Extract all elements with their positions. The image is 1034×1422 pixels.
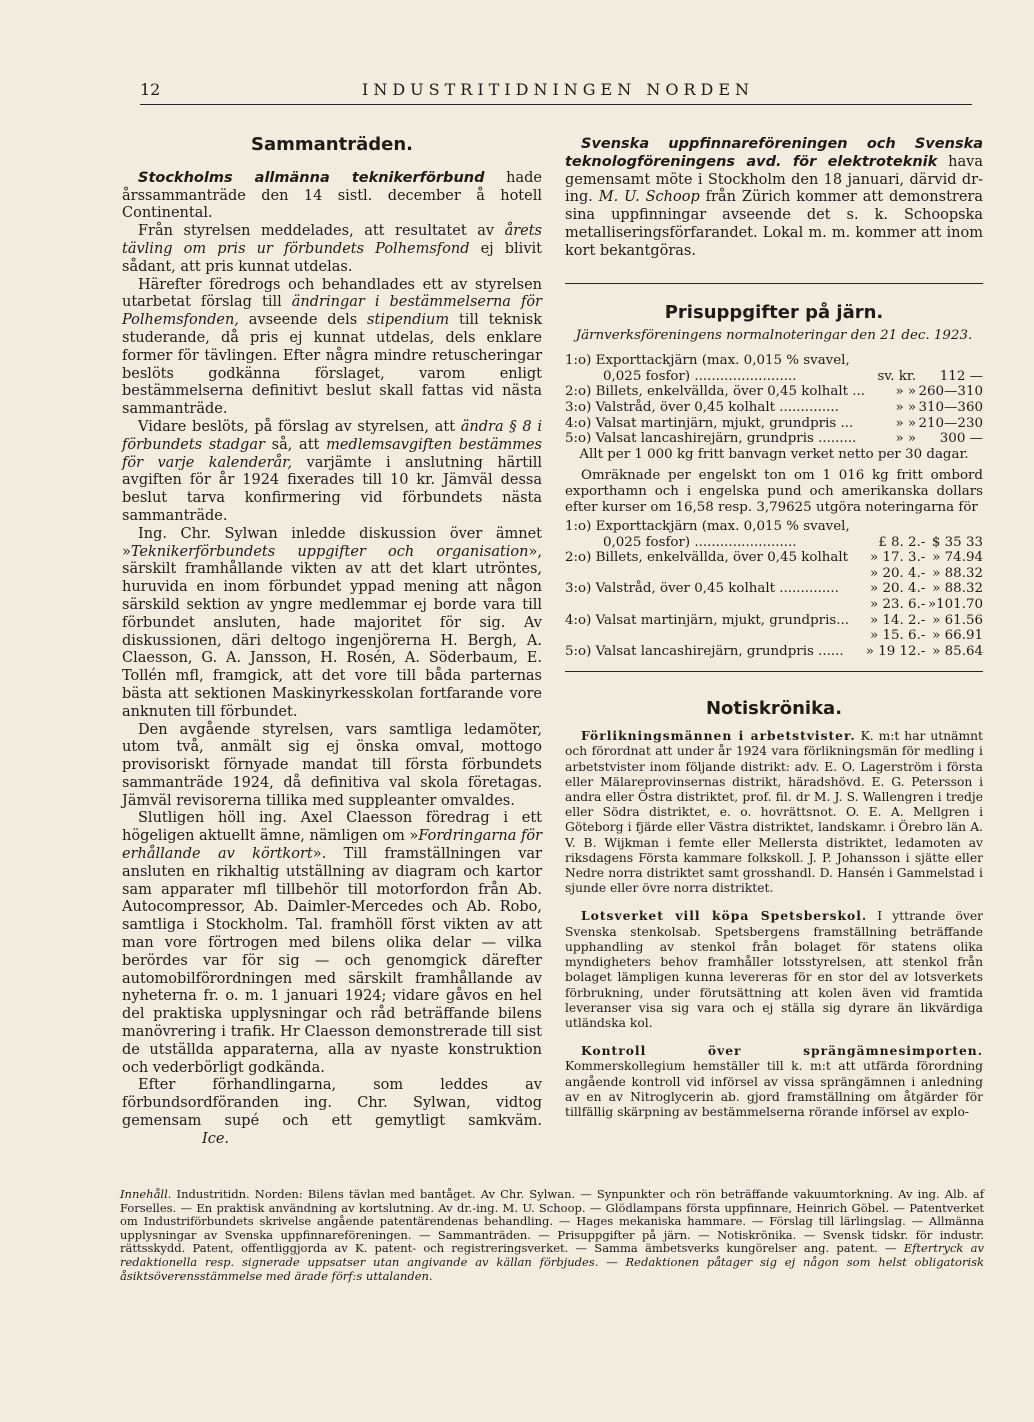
meetings-paragraph: Efter förhandlingarna, som leddes av förbundsordföranden ing. Chr. Sylwan, vidtog gemensam supé och ett gemytligt samkväm. Ice. <box>122 1077 542 1147</box>
left-column <box>122 136 542 1149</box>
price-table-sek <box>565 353 983 447</box>
meetings-paragraph: Den avgående styrelsen, vars samtliga ledamöter, utom två, anmält sig ej önska omval, mottogo provisoriskt förnyade mandat till första förbundets sammanträde 1924, då definitiva val skola företagas. Jämväl revisorerna tillika med suppleanter omvaldes. <box>122 721 542 809</box>
prices-heading: Prisuppgifter på järn. <box>664 301 884 323</box>
prices-conversion-note: Omräknade per engelskt ton om 1 016 kg fritt ombord exporthamn och i engelska pund och amerikanska dollars efter kurser om 16,58 resp. 3,79625 utgöra noteringarna för <box>565 468 983 515</box>
table-row: 4:o) Valsat martinjärn, mjukt, grundpris... » 14. 2.- » 61.56 <box>565 612 983 628</box>
table-row: 5:o) Valsat lancashirejärn, grundpris ......... » » 300 — <box>565 431 983 447</box>
svenska-notice: Svenska uppfinnareföreningen och Svenska teknologföreningens avd. för elektroteknik hava gemensamt möte i Stockholm den 18 januari, därvid dr-ing. M. U. Schoop från Zürich kommer att demonstrera sina uppfinningar avseende det s. k. Schoopska metalliseringsförfarandet. Lokal m. m. kommer att inom kort bekantgöras. <box>565 136 983 259</box>
publication-title: INDUSTRITIDNINGEN NORDEN <box>362 80 754 99</box>
meetings-paragraph: Vidare beslöts, på förslag av styrelsen, att ändra § 8 i förbundets stadgar så, att medlemsavgiften bestämmes för varje kalenderår, varjämte i anslutning härtill avgiften för år 1924 fixerades till 10 kr. Jämväl dessa beslut tarva konfirmering vid förbundets nästa sammanträde. <box>122 418 542 524</box>
table-row: 3:o) Valstråd, över 0,45 kolhalt .............. » 20. 4.- » 88.32 <box>565 581 983 597</box>
table-row: 5:o) Valsat lancashirejärn, grundpris ...... » 19 12.- » 85.64 <box>565 643 983 659</box>
page-header <box>140 80 972 105</box>
page-number: 12 <box>140 80 161 99</box>
meetings-paragraph: Stockholms allmänna teknikerförbund hade årssammanträde den 14 sistl. december å hotell Continental. <box>122 169 542 222</box>
meetings-paragraph: Slutligen höll ing. Axel Claesson föredrag i ett högeligen aktuellt ämne, nämligen om »Fordringarna för erhållande av körtkort». Till framställningen var ansluten en rikhaltig utställning av diagram och kartor sam apparater mfl tillbehör till motorfordon från Ab. Autocompressor, Ab. Daimler-Mercedes och Ab. Robo, samtliga i Stockholm. Tal. framhöll först vikten av att man vore förtrogen med bilens olika delar — vilka berördes var för sig — och genomgick därefter automobilförordningen med särskilt framhållande av nyheterna fr. o. m. 1 januari 1924; vidare gåvos en hel del praktiska upplysningar och råd beträffande bilens manövrering i trafik. Hr Claesson demonstrerade till sist de utställda apparaterna, alla av nyaste konstruktion och vederbörligt godkända. <box>122 810 543 1076</box>
notis-heading: Notiskrönika. <box>705 698 843 720</box>
table-row: 3:o) Valstråd, över 0,45 kolhalt .............. » » 310—360 <box>565 399 983 415</box>
table-row: 2:o) Billets, enkelvällda, över 0,45 kolhalt ... » » 260—310 <box>565 384 983 400</box>
notis-item: Lotsverket vill köpa Spetsberskol. I yttrande över Svenska stenkolsab. Spetsbergens framställning beträffande upphandling av stenkol från bolaget för statens olika myndigheters behov framhåller lotsstyrelsen, att stenkol från bolaget lämpligen kunna levereras för en stor del av lotsverkets förbrukning, under förutsättning att kolen även vid framtida leveranser visa sig vara och ej ställa sig dyrare än likvärdiga utländska kol. <box>565 908 983 1030</box>
meetings-paragraph: Härefter föredrogs och behandlades ett av styrelsen utarbetat förslag till ändringar i bestämmelserna för Polhemsfonden, avseende dels stipendium till teknisk studerande, då pris ej kunnat utdelas, dels enklare former för tävlingen. Efter några mindre retuscheringar beslöts godkänna förslaget, varom enligt bestämmelserna definitivt beslut skall fattas vid nästa sammanträde. <box>122 276 542 418</box>
notis-item: Kontroll över sprängämnesimporten. Kommerskollegium hemställer till k. m:t att utfärda förordning angående kontroll vid införsel av vissa sprängämnen i anledning av en av Nitroglycerin ab. gjord framställning om åtgärder för tillfällig skärpning av bestämmelserna rörande införsel av explo- <box>565 1043 983 1119</box>
divider <box>565 283 983 284</box>
table-row: 1:o) Exporttackjärn (max. 0,015 % svavel, <box>565 519 850 535</box>
right-column <box>565 136 983 1120</box>
prices-note: Allt per 1 000 kg fritt banvagn verket netto per 30 dagar. <box>579 446 969 462</box>
table-row: » 20. 4.- » 88.32 <box>870 565 983 581</box>
prices-subheading: Järnverksföreningens normalnoteringar den 21 dec. 1923. <box>575 328 973 344</box>
meetings-paragraph: Från styrelsen meddelades, att resultatet av årets tävling om pris ur förbundets Polhemsfond ej blivit sådant, att pris kunnat utdelas. <box>122 223 542 275</box>
signature: Ice. <box>202 1130 230 1147</box>
table-row: 4:o) Valsat martinjärn, mjukt, grundpris ... » » 210—230 <box>565 415 983 431</box>
table-row: 0,025 fosfor) ........................ £ 8. 2.- $ 35 33 <box>603 534 983 550</box>
table-row: » 23. 6.- »101.70 <box>870 597 983 613</box>
table-row: 0,025 fosfor) ........................ sv. kr. 112 — <box>603 368 983 384</box>
copyright-note: Eftertryck av redaktionella resp. signerade uppsatser utan angivande av källan förbjudes. — Redaktionen påtager sig ej någon som helst obligatorisk åsiktsöverensstämmelse med ärade förf:s uttalanden. <box>120 1241 984 1283</box>
table-row: » 15. 6.- » 66.91 <box>870 628 983 644</box>
table-row: 2:o) Billets, enkelvällda, över 0,45 kolhalt » 17. 3.- » 74.94 <box>565 550 983 566</box>
table-row: 1:o) Exporttackjärn (max. 0,015 % svavel, <box>565 353 850 369</box>
divider <box>565 671 983 672</box>
notis-item: Förlikningsmännen i arbetstvister. K. m:t har utnämnt och förordnat att under år 1924 vara förlikningsmän för medling i arbetstvister inom följande distrikt: adv. E. O. Lagerström i första eller Mälareprovinsernas distrikt, häradshövd. E. G. Petersson i andra eller Östra distriktet, prof. fil. dr M. J. S. Wallengren i tredje eller Södra distriktet, e. o. hovrättsnot. O. E. A. Mellgren i Göteborg i fjärde eller Västra distriktet, landskamr. i Örebro län A. V. B. Wijkman i femte eller Mellersta distriktet, ledamoten av riksdagens Första kammare folkskoll. J. P. Johansson i sjätte eller Nedre norra distriktet samt grosshandl. D. Hansén i Gammelstad i sjunde eller övre norra distriktet. <box>565 728 983 896</box>
meetings-heading: Sammanträden. <box>251 134 413 155</box>
contents-text: Industritidn. Norden: Bilens tävlan med bantåget. Av Chr. Sylwan. — Synpunkter och rön beträffande vakuumtorkning. Av ing. Alb. af Forselles. — En praktisk användning av kortslutning. Av dr.-ing. M. U. Schoop. — Glödlampans första uppfinnare, Heinrich Göbel. — Patentverket om Industriförbundets skrivelse angående patentärendenas behandling. — Hages mekaniska hammare. — Förslag till lärlingslag. — Allmänna upplysningar av Svenska uppfinnareföreningen. — Sammanträden. — Prisuppgifter på järn. — Notiskrönika. — Svensk tidskr. för industr. rättsskydd. Patent, offentliggjorda av K. patent- och registreringsverket. — Samma ämbetsverks kungörelser ang. patent. — <box>120 1187 984 1256</box>
contents-label: Innehåll. <box>120 1187 172 1201</box>
price-table-gbp <box>565 519 983 659</box>
meetings-paragraph: Ing. Chr. Sylwan inledde diskussion över ämnet »Teknikerförbundets uppgifter och organisation», särskilt framhållande vikten av att det klart utröntes, huruvida en inom förbundet yppad mening att någon särskild sektion av yngre medlemmar ej borde vara till förbundet ansluten, hade majoritet för sig. Av diskussionen, däri deltogo ingenjörerna H. Bergh, A. Claesson, G. A. Jansson, H. Rosén, A. Söderbaum, E. Tollén mfl, framgick, att det vore till båda parternas bästa att sektionen Maskinyrkesskolan fortfarande vore anknuten till förbundet. <box>122 525 542 720</box>
contents-footer <box>120 1188 984 1283</box>
